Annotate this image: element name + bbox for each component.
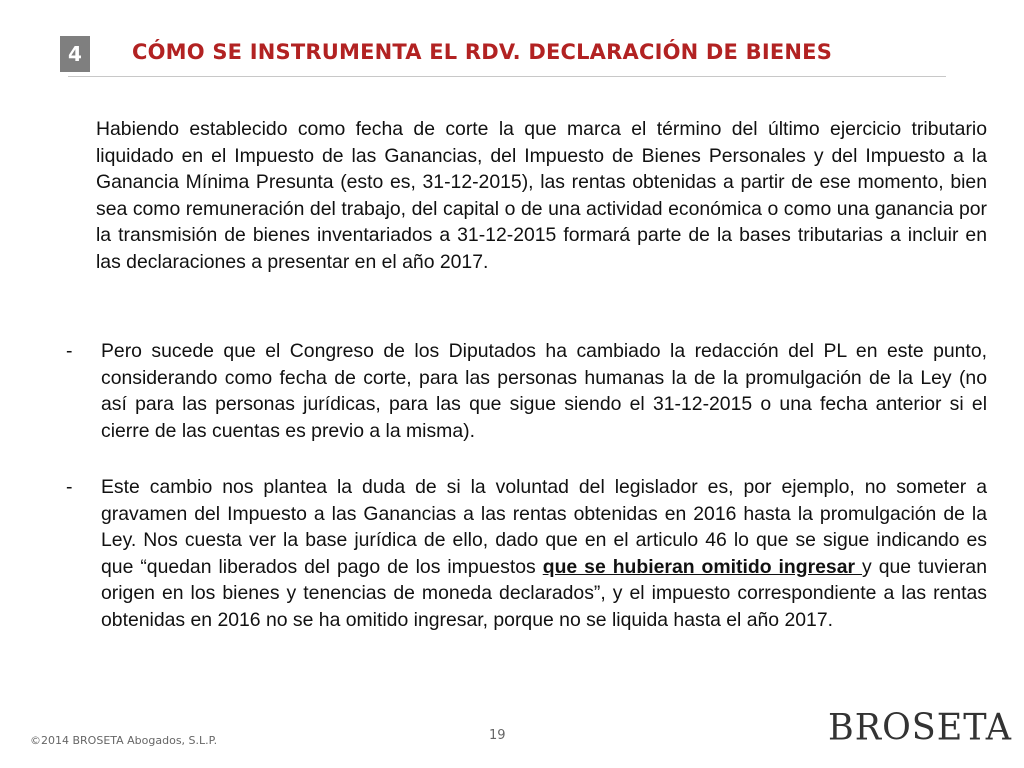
bullet-marker: - [66,476,73,498]
title-divider [68,76,946,77]
broseta-logo: BROSETA [828,707,1012,749]
section-number-badge: 4 [60,36,90,72]
bullet-paragraph-2 [101,474,987,633]
bullet-paragraph-1: Pero sucede que el Congreso de los Diputados ha cambiado la redacción del PL en este punto, considerando como fecha de corte, para las personas humanas la de la promulgación de la Ley (no así para las personas jurídicas, para las que sigue siendo el 31-12-2015 o una fecha anterior si el cierre de las cuentas es previo a la misma). [101,340,987,442]
slide-title: CÓMO SE INSTRUMENTA EL RDV. DECLARACIÓN DE BIENES [132,40,833,64]
copyright-footer: ©2014 BROSETA Abogados, S.L.P. [30,734,218,747]
bullet-marker: - [66,340,73,362]
underlined-phrase: que se hubieran omitido ingresar [542,555,863,578]
bullet-2-text-start: Este cambio nos plantea la duda de si la voluntad del legislador es, por ejemplo, no someter a gravamen del Impuesto a las Ganancias a las rentas obtenidas en 2016 hasta la promulgación de la Ley. Nos cuesta ver la base jurídica de ello, dado que en el articulo 46 lo que se sigue indicando es que “quedan liberados del pago de los impuestos [101,476,987,578]
bullet-2-text-end: y que tuvieran origen en los bienes y tenencias de moneda declarados”, y el impuesto correspondiente a las rentas obtenidas en 2016 no se ha omitido ingresar, porque no se liquida hasta el año 2017. [101,555,988,631]
page-number: 19 [489,728,506,743]
intro-paragraph: Habiendo establecido como fecha de corte la que marca el término del último ejercicio tributario liquidado en el Impuesto de las Ganancias, del Impuesto de Bienes Personales y del Impuesto a la Ganancia Mínima Presunta (esto es, 31-12-2015), las rentas obtenidas a partir de ese momento, bien sea como remuneración del trabajo, del capital o de una actividad económica o como una ganancia por la transmisión de bienes inventariados a 31-12-2015 formará parte de la bases tributarias a incluir en las declaraciones a presentar en el año 2017. [96,118,987,273]
